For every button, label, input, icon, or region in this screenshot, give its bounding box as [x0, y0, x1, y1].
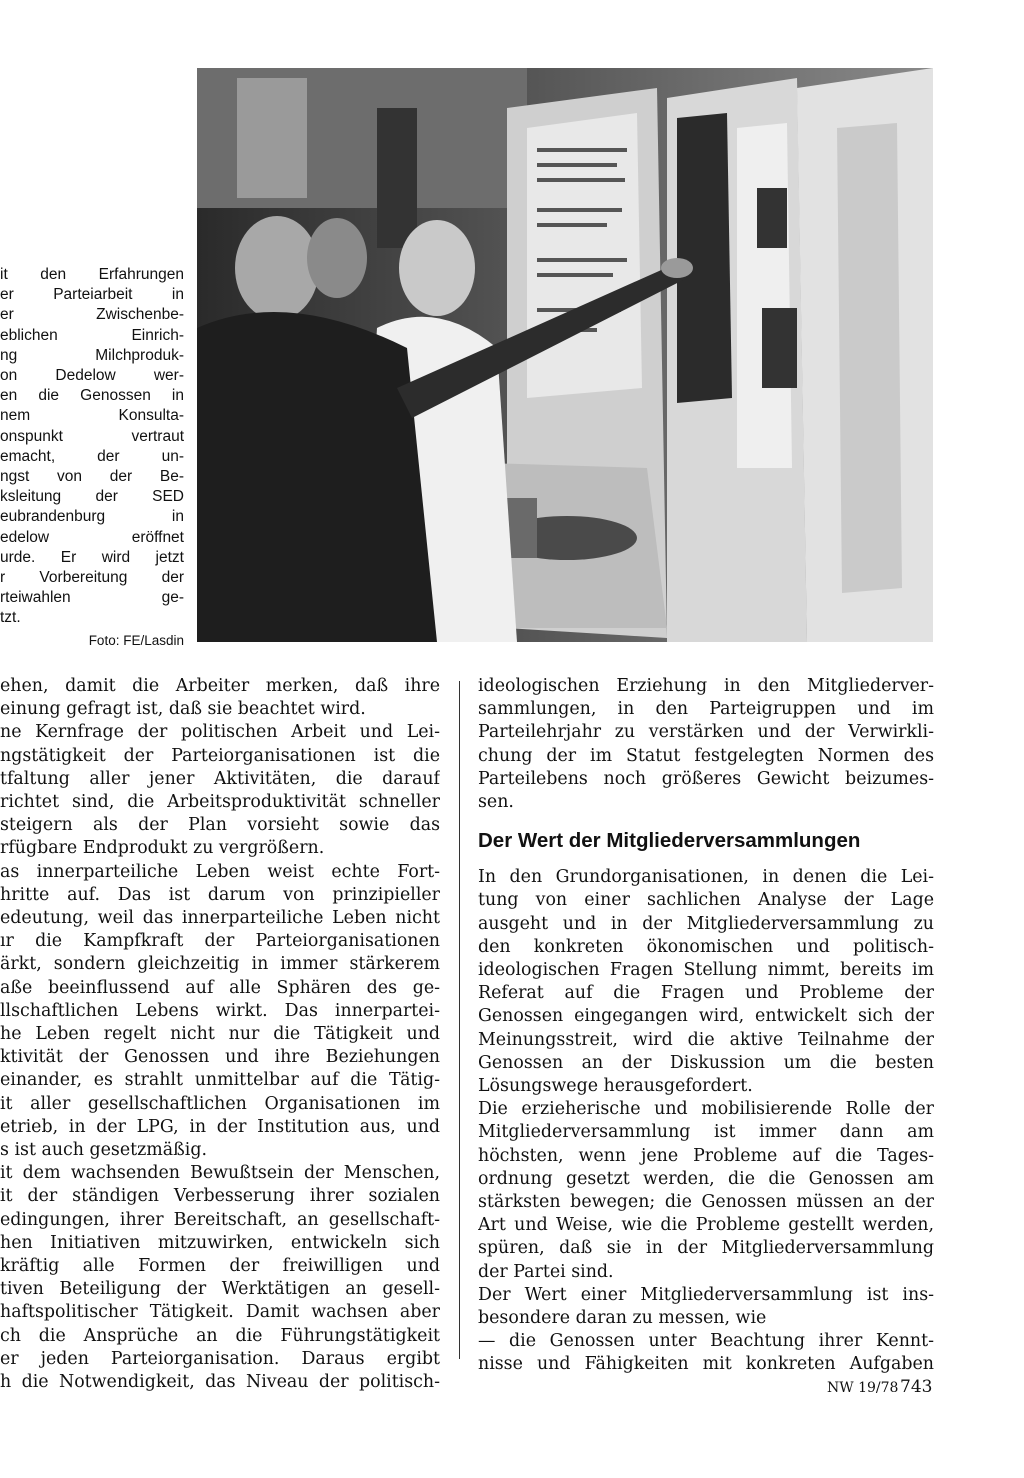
text-line: Meinungsstreit, wird die aktive Teilnahme der — [478, 1029, 934, 1050]
column-divider — [459, 681, 460, 1359]
caption-line: er Parteiarbeit in — [0, 286, 184, 304]
caption-line: emacht, der un- — [0, 447, 184, 465]
text-line: edeutung, weil das innerparteiliche Leben nicht — [0, 908, 440, 929]
text-line: Referat auf die Fragen und Probleme der — [478, 983, 934, 1004]
text-line: Lösungswege herausgefordert. — [478, 1076, 753, 1097]
text-line: ärkt, sondern gleichzeitig in immer stärkerem — [0, 954, 440, 975]
text-line: — die Genossen unter Beachtung ihrer Kennt- — [478, 1331, 934, 1352]
caption-line: en die Genossen in — [0, 387, 184, 405]
text-line: Genossen eingegangen wird, entwickelt sich der — [478, 1006, 934, 1027]
photo-caption — [0, 265, 184, 651]
text-line: höchsten, wenn jene Probleme auf die Tages- — [478, 1145, 934, 1166]
text-line: aße beeinflussend auf alle Sphären des ge- — [0, 977, 440, 998]
caption-line: ng Milchproduk- — [0, 346, 184, 364]
text-line: ideologischen Erziehung in den Mitgliederver- — [478, 676, 934, 696]
left-text-column — [0, 675, 440, 1394]
text-line: Parteilehrjahr zu verstärken und der Verwirkli- — [478, 722, 934, 743]
text-line: ch die Ansprüche an die Führungstätigkeit — [0, 1325, 440, 1346]
caption-line: it den Erfahrungen — [0, 266, 184, 283]
caption-line: urde. Er wird jetzt — [0, 548, 184, 566]
text-line: einung gefragt ist, daß sie beachtet wird. — [0, 699, 366, 720]
text-line: ktivität der Genossen und ihre Beziehungen — [0, 1047, 440, 1068]
text-line: h die Notwendigkeit, das Niveau der politisch- — [0, 1372, 440, 1393]
text-line: as innerparteiliche Leben weist echte Fort- — [0, 861, 440, 882]
paragraph-rolle — [478, 1098, 934, 1284]
text-line: Art und Weise, wie die Probleme gestellt werden, — [478, 1215, 934, 1236]
text-line: rfügbare Endprodukt zu vergrößern. — [0, 838, 325, 859]
caption-line: rteiwahlen ge- — [0, 589, 184, 607]
text-line: Parteilebens noch größeres Gewicht beizumes- — [478, 768, 934, 789]
journal-reference: NW 19/78 — [827, 1380, 899, 1396]
text-line: ordnung gesetzt werden, die die Genossen am — [478, 1168, 934, 1189]
text-line: tiven Beteiligung der Werktätigen an gesell- — [0, 1279, 440, 1300]
text-line: it aller gesellschaftlichen Organisationen im — [0, 1093, 440, 1114]
photo-credit: Foto: FE/Lasdin — [88, 632, 184, 648]
caption-line: eblichen Einrich- — [0, 326, 184, 344]
exhibition-photo — [197, 68, 933, 642]
text-line: Genossen an der Diskussion um die besten — [478, 1052, 934, 1073]
text-line: Mitgliederversammlung ist immer dann am — [478, 1122, 934, 1143]
text-line: ideologischen Fragen Stellung nimmt, bereits im — [478, 960, 934, 981]
caption-line: r Vorbereitung der — [0, 569, 184, 587]
photo-exhibition-scene-icon — [197, 68, 933, 642]
page-number: 743 — [900, 1377, 933, 1397]
caption-line: onspunkt vertraut — [0, 427, 184, 445]
caption-line: ngst von der Be- — [0, 468, 184, 486]
text-line: einander, es strahlt unmittelbar auf die Tätig- — [0, 1070, 440, 1091]
text-line: besondere daran zu messen, wie — [478, 1308, 767, 1329]
text-line: it dem wachsenden Bewußtsein der Menschen, — [0, 1163, 440, 1184]
text-line: Der Wert einer Mitgliederversammlung ist ins- — [478, 1284, 934, 1305]
text-line: ır die Kampfkraft der Parteiorganisationen — [0, 931, 440, 952]
text-line: sen. — [478, 792, 514, 813]
text-line: etrieb, in der LPG, in der Institution aus, und — [0, 1116, 440, 1137]
section-heading: Der Wert der Mitgliederversammlungen — [478, 829, 861, 853]
text-line: In den Grundorganisationen, in denen die Lei- — [478, 867, 934, 888]
caption-line: nem Konsulta- — [0, 407, 184, 425]
text-line: er jeden Parteiorganisation. Daraus ergibt — [0, 1348, 440, 1369]
caption-line: on Dedelow wer- — [0, 367, 184, 385]
text-line: edingungen, ihrer Bereitschaft, an gesellschaft- — [0, 1209, 440, 1230]
text-line: tfaltung aller jener Aktivitäten, die darauf — [0, 768, 440, 789]
text-line: ehen, damit die Arbeiter merken, daß ihre — [0, 676, 440, 696]
text-line: sammlungen, in den Parteigruppen und im — [478, 699, 934, 720]
text-line: chung der im Statut festgelegten Normen des — [478, 745, 934, 766]
text-line: spüren, daß sie in der Mitgliederversammlung — [478, 1238, 934, 1259]
caption-line: eubrandenburg in — [0, 508, 184, 526]
text-line: llschaftlichen Lebens wirkt. Das innerpartei- — [0, 1000, 440, 1021]
text-line: Die erzieherische und mobilisierende Rolle der — [478, 1099, 934, 1120]
text-line: s ist auch gesetzmäßig. — [0, 1140, 207, 1161]
caption-line: er Zwischenbe- — [0, 306, 184, 324]
text-line: nisse und Fähigkeiten mit konkreten Aufgaben — [478, 1354, 934, 1375]
text-line: stärksten bewegen; die Genossen müssen an der — [478, 1192, 934, 1213]
text-line: it der ständigen Verbesserung ihrer sozialen — [0, 1186, 440, 1207]
text-line: haftspolitischer Tätigkeit. Damit wachsen aber — [0, 1302, 440, 1323]
paragraph-wert — [478, 1284, 934, 1377]
paragraph-ideological — [478, 675, 934, 814]
text-line: der Partei sind. — [478, 1261, 614, 1282]
text-line: ngstätigkeit der Parteiorganisationen ist die — [0, 745, 440, 766]
text-line: hen Initiativen mitzuwirken, entwickeln sich — [0, 1232, 440, 1253]
caption-line: tzt. — [0, 609, 21, 627]
text-line: steigern als der Plan vorsieht sowie das — [0, 815, 440, 836]
text-line: ausgeht und in der Mitgliederversammlung zu — [478, 913, 934, 934]
text-line: kräftig alle Formen der freiwilligen und — [0, 1256, 440, 1277]
text-line: den konkreten ökonomischen und politisch- — [478, 936, 934, 957]
right-text-column — [478, 675, 934, 1377]
caption-line: edelow eröffnet — [0, 528, 184, 546]
text-line: richtet sind, die Arbeitsproduktivität schneller — [0, 792, 440, 813]
text-line: ne Kernfrage der politischen Arbeit und Lei- — [0, 722, 440, 743]
caption-line: ksleitung der SED — [0, 488, 184, 506]
text-line: hritte auf. Das ist darum von prinzipieller — [0, 884, 440, 905]
text-line: tung von einer sachlichen Analyse der Lage — [478, 890, 934, 911]
text-line: he Leben regelt nicht nur die Tätigkeit und — [0, 1024, 440, 1045]
paragraph-grundorganisationen — [478, 866, 934, 1098]
